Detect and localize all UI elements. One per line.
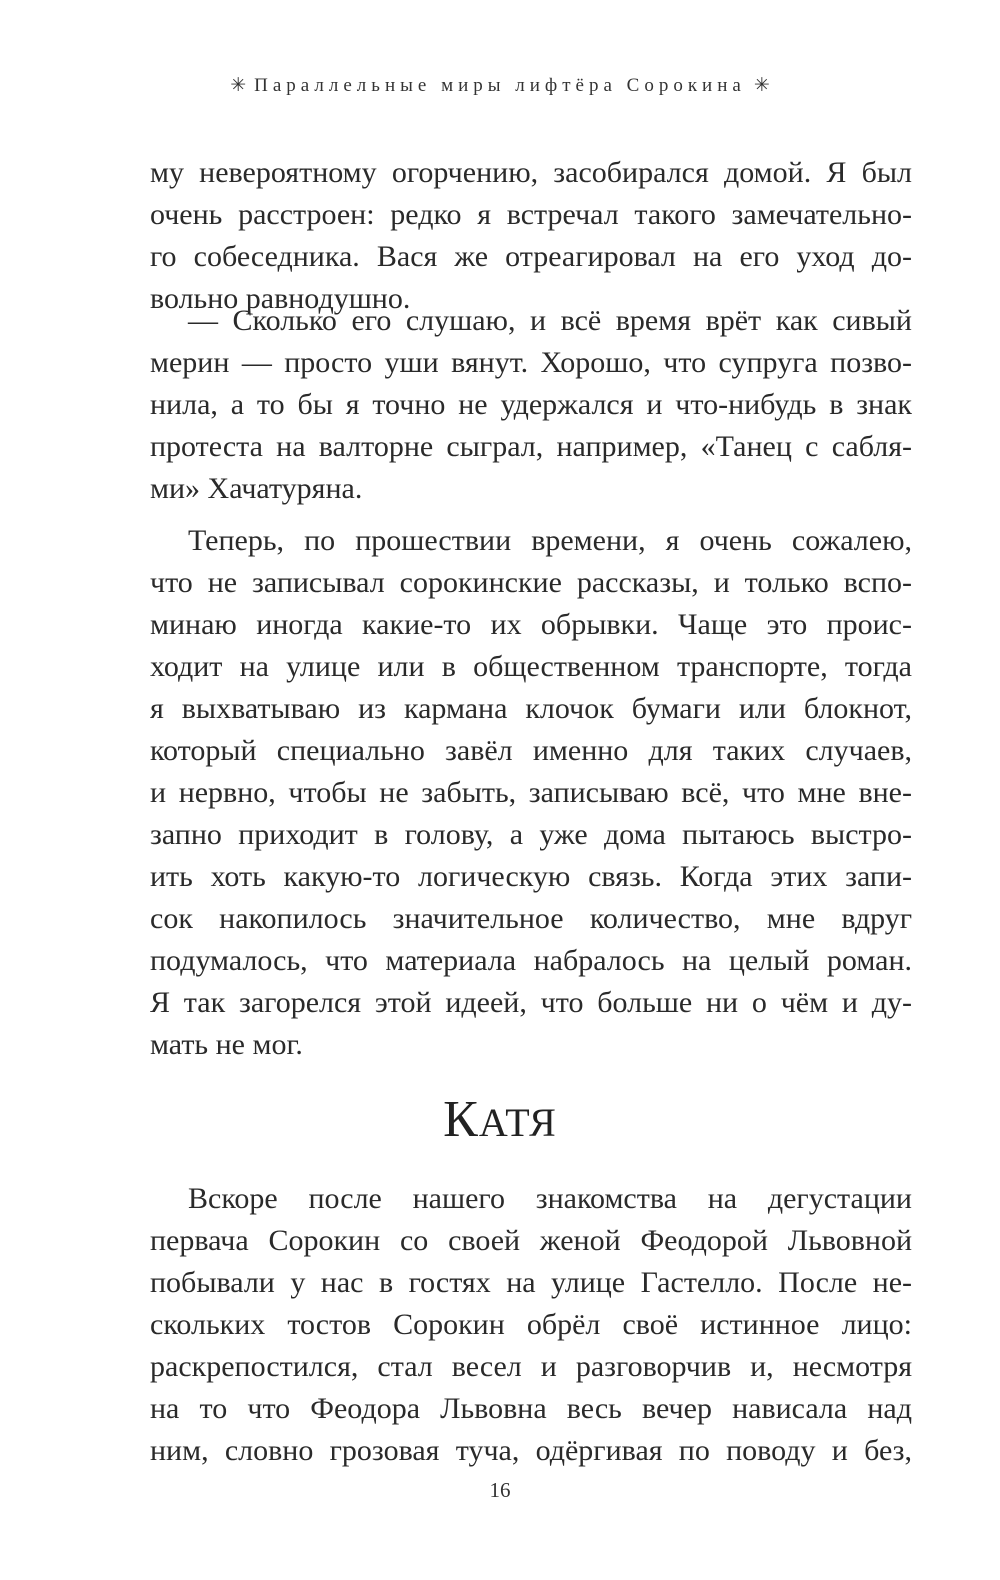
text-line: побывали у нас в гостях на улице Гастелло. После не- (150, 1266, 912, 1299)
paragraph-section-body (150, 1178, 912, 1472)
text-line: нила, а то бы я точно не удержался и что-нибудь в знак (150, 388, 912, 421)
text-line: раскрепостился, стал весел и разговорчив и, несмотря (150, 1350, 912, 1383)
asterisk-ornament-icon: ✳ (753, 75, 770, 96)
asterisk-ornament-icon: ✳ (230, 75, 247, 96)
text-line: ходит на улице или в общественном транспорте, тогда (150, 650, 912, 683)
text-line: ить хоть какую-то логическую связь. Когда этих запи- (150, 860, 912, 893)
text-line: Теперь, по прошествии времени, я очень сожалею, (188, 524, 912, 557)
paragraph-continuation (150, 152, 912, 320)
heading-rest: АТЯ (478, 1100, 557, 1145)
section-heading (0, 1090, 1000, 1149)
text-line: — Сколько его слушаю, и всё время врёт как сивый (188, 304, 912, 337)
running-title: Параллельные миры лифтёра Сорокина (254, 75, 746, 96)
text-line: на то что Феодора Львовна весь вечер нависала над (150, 1392, 912, 1425)
text-line: му невероятному огорчению, засобирался домой. Я был (150, 156, 912, 189)
text-line: мать не мог. (150, 1028, 303, 1061)
text-line: подумалось, что материала набралось на целый роман. (150, 944, 912, 977)
text-line: ми» Хачатуряна. (150, 472, 363, 505)
text-line: протеста на валторне сыграл, например, «Танец с сабля- (150, 430, 912, 463)
text-line: го собеседника. Вася же отреагировал на его уход до- (150, 240, 912, 273)
heading-initial: К (443, 1091, 479, 1148)
text-line: Я так загорелся этой идеей, что больше ни о чём и ду- (150, 986, 912, 1019)
text-line: запно приходит в голову, а уже дома пытаюсь выстро- (150, 818, 912, 851)
text-line: ним, словно грозовая туча, одёргивая по поводу и без, (150, 1434, 912, 1467)
text-line: минаю иногда какие-то их обрывки. Чаще это проис- (150, 608, 912, 641)
page-number: 16 (489, 1478, 511, 1502)
text-line: который специально завёл именно для таких случаев, (150, 734, 912, 767)
text-line: сок накопилось значительное количество, мне вдруг (150, 902, 912, 935)
text-line: что не записывал сорокинские рассказы, и только вспо- (150, 566, 912, 599)
text-line: и нервно, чтобы не забыть, записываю всё, что мне вне- (150, 776, 912, 809)
text-line: скольких тостов Сорокин обрёл своё истинное лицо: (150, 1308, 912, 1341)
running-header (0, 74, 1000, 97)
text-line: я выхватываю из кармана клочок бумаги или блокнот, (150, 692, 912, 725)
paragraph-recollection (150, 520, 912, 1066)
text-line: мерин — просто уши вянут. Хорошо, что супруга позво- (150, 346, 912, 379)
text-line: очень расстроен: редко я встречал такого замечательно- (150, 198, 912, 231)
text-line: первача Сорокин со своей женой Феодорой Львовной (150, 1224, 912, 1257)
text-line: вольно равнодушно. (150, 282, 411, 315)
text-line: Вскоре после нашего знакомства на дегустации (188, 1182, 912, 1215)
paragraph-dialogue (150, 300, 912, 510)
